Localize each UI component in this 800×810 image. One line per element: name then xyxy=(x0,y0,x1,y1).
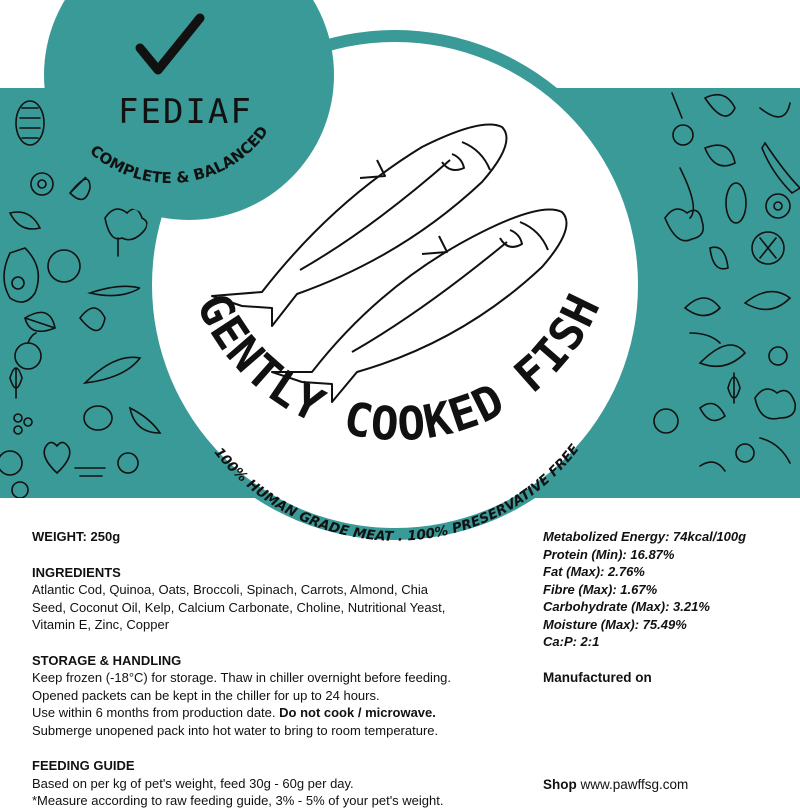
product-name: GENTLY COOKED FISH xyxy=(186,285,611,452)
badge-bottom-text: COMPLETE & BALANCED xyxy=(86,122,272,188)
analysis-row: Metabolized Energy: 74kcal/100g xyxy=(543,529,747,544)
ingredients-line: Seed, Coconut Oil, Kelp, Calcium Carbonate, Choline, Nutritional Yeast, xyxy=(32,599,446,615)
shop-label: Shop xyxy=(543,777,577,792)
product-tagline: 100% HUMAN GRADE MEAT . 100% PRESERVATIVE FREE xyxy=(210,441,583,545)
feeding-heading: FEEDING GUIDE xyxy=(32,758,135,773)
storage-line: Submerge unopened pack into hot water to bring to room temperature. xyxy=(32,722,439,738)
feeding-line: Based on per kg of pet's weight, feed 30g - 60g per day. xyxy=(32,775,354,791)
analysis-row: Ca:P: 2:1 xyxy=(543,634,600,649)
analysis-row: Carbohydrate (Max): 3.21% xyxy=(543,599,710,614)
shop-line xyxy=(543,777,688,792)
storage-line: Opened packets can be kept in the chiller for up to 24 hours. xyxy=(32,687,380,703)
analysis-row: Fat (Max): 2.76% xyxy=(543,564,645,579)
no-cook-warning: Do not cook / microwave. xyxy=(279,705,436,720)
storage-line: Keep frozen (-18°C) for storage. Thaw in chiller overnight before feeding. xyxy=(32,670,452,685)
badge-title: FEDIAF xyxy=(118,92,253,132)
ingredients-heading: INGREDIENTS xyxy=(32,564,121,580)
feeding-line: *Measure according to raw feeding guide, 3% - 5% of your pet's weight. xyxy=(32,793,444,808)
analysis-row: Protein (Min): 16.87% xyxy=(543,546,675,562)
ingredients-line: Atlantic Cod, Quinoa, Oats, Broccoli, Spinach, Carrots, Almond, Chia xyxy=(32,582,428,597)
manufactured-label: Manufactured on xyxy=(543,670,652,685)
weight-line: WEIGHT: 250g xyxy=(32,529,121,544)
ingredients-line: Vitamin E, Zinc, Copper xyxy=(32,617,170,632)
product-info xyxy=(32,528,522,810)
shop-url[interactable]: www.pawffsg.com xyxy=(580,777,689,792)
nutrition-analysis xyxy=(543,528,793,651)
analysis-row: Fibre (Max): 1.67% xyxy=(543,581,658,597)
checkmark-icon xyxy=(140,18,200,70)
analysis-row: Moisture (Max): 75.49% xyxy=(543,616,687,632)
storage-line: Use within 6 months from production date. Do not cook / microwave. xyxy=(32,705,436,720)
storage-heading: STORAGE & HANDLING xyxy=(32,652,182,668)
